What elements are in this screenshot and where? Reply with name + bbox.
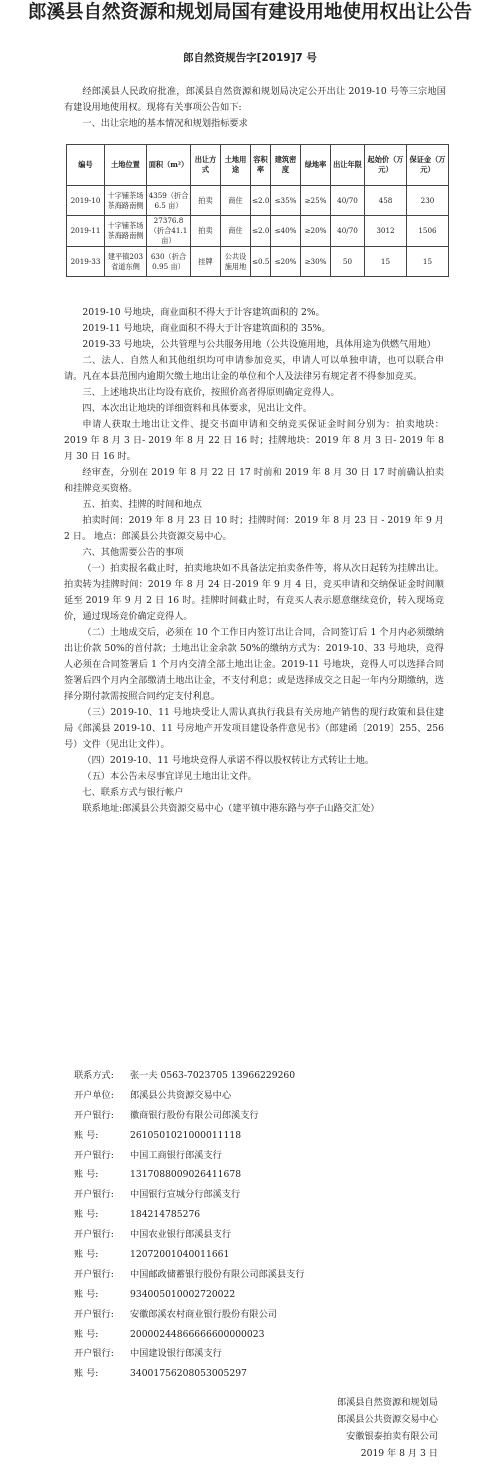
header-cell: 建筑密度 [271,145,301,186]
body-paragraph: 拍卖时间：2019 年 8 月 23 日 10 时；挂牌时间：2019 年 8 月 23 日 - 2019 年 9 月 2 日。 地点：郎溪县公共资源交易中心。 [64,515,444,542]
contact-value: 184214785276 [130,1209,201,1221]
contact-label: 账 号: [74,1368,99,1380]
body-paragraph: （二）土地成交后，必须在 10 个工作日内签订出让合同，合同签订后 1 个月内必须缴纳出让价款 50%的首付款；土地出让金余款 50%的缴纳方式为：2019-10、33 号地块，竞得人必须在合同签署后 1 个月内交清全部土地出让金。2019-11 号地块，竞得人可以选择合同签署后四个月内全部缴清土地出让金，不支付利息；或是选择成交之日起一年内分期缴纳，选择分期付款需按照合同约定支付利息。 [64,627,444,702]
contact-value: 20000244866666600000023 [130,1328,265,1340]
intro-paragraph: 经郎溪县人民政府批准，郎溪县自然资源和规划局决定公开出让 2019-10 号等三宗地国有建设用地使用权。现将有关事项公告如下: [64,86,446,113]
contact-row [74,1325,454,1345]
signatory: 郎溪县公共资源交易中心 [336,1414,438,1425]
document-number: 郎自然资规告字[2019]7 号 [183,52,317,64]
table-cell: 15 [365,247,407,277]
body-paragraph: （四）2019-10、11 号地块竞得人承诺不得以股权转让方式转让土地。 [82,755,375,766]
contact-label: 开户银行: [74,1149,114,1161]
contact-label: 联系方式: [74,1070,114,1081]
contact-list [74,1066,454,1384]
contact-label: 账 号: [74,1209,99,1221]
contact-row [74,1285,454,1305]
header-cell: 土地位置 [105,145,147,186]
contact-label: 账 号: [74,1328,99,1340]
contact-label: 账 号: [74,1169,99,1181]
body-paragraph: 2019-10 号地块，商业面积不得大于计容建筑面积的 2%。 [82,307,325,318]
section-heading: 七、联系方式与银行帐户 [82,787,184,798]
table-cell: 27376.8（折合41.1 亩） [147,216,191,247]
body-paragraph: 三、上述地块出让均设有底价，按照价高者得原则确定竞得人。 [82,387,340,398]
table-cell: 630（折合0.95 亩） [147,247,191,277]
contact-value: 安徽郎溪农村商业银行股份有限公司 [130,1308,277,1320]
table-cell: 2019-11 [67,216,105,247]
body-paragraph: （五）本公告未尽事宜详见土地出让文件。 [82,771,257,782]
body-paragraph: 2019-11 号地块，商业面积不得大于计容建筑面积的 35%。 [82,323,331,334]
contact-row [74,1185,454,1205]
contact-label: 账 号: [74,1129,99,1141]
contact-label: 账 号: [74,1288,99,1300]
table-cell: 230 [407,186,449,216]
contact-label: 开户单位: [74,1089,114,1101]
body-paragraph: 2019-33 号地块，公共管理与公共服务用地（公共设施用地，具体用途为供燃气用地） [82,339,436,350]
header-cell: 编号 [67,145,105,186]
table-cell: 1506 [407,216,449,247]
table-cell: ≤35% [271,186,301,216]
contact-row [74,1165,454,1185]
contact-row [74,1066,454,1086]
table-cell: 十字铺茶场茶海路南侧 [105,186,147,216]
signature-block [337,1394,438,1462]
header-cell: 土地用途 [221,145,251,186]
table-cell: 十字铺茶场茶海路南侧 [105,216,147,247]
contact-address-value: 郎溪县公共资源交易中心（建平镇中港东路与亭子山路交汇处） [122,803,380,814]
table-cell: 商住 [221,186,251,216]
body-paragraph: 四、本次出让地块的详细资料和具体要求，见出让文件。 [82,403,313,414]
table-cell: 建平镇203 省道东侧 [105,247,147,277]
contact-label: 开户银行: [74,1308,114,1320]
contact-row [74,1245,454,1265]
contact-row [74,1106,454,1126]
table-cell: 50 [331,247,365,277]
announcement-date: 2019 年 8 月 3 日 [360,1448,438,1459]
body-paragraph: 二、法人、自然人和其他组织均可申请参加竞买，申请人可以单独申请，也可以联合申请。凡在本县范围内逾期欠缴土地出让金的单位和个人及法律另有规定者不得参加竞买。 [64,355,444,382]
table-row [67,216,449,247]
body-paragraph: 经审查，分别在 2019 年 8 月 22 日 17 时前和 2019 年 8 月 30 日 17 时前确认拍卖和挂牌竞买资格。 [64,467,444,494]
contact-value: 张一夫 0563-7023705 13966229260 [130,1070,296,1081]
table-cell: 15 [407,247,449,277]
contact-label: 开户银行: [74,1348,114,1360]
table-row [67,247,449,277]
contact-label: 账 号: [74,1249,99,1261]
signatory: 郎溪县自然资源和规划局 [336,1397,438,1408]
document-title: 郎溪县自然资源和规划局国有建设用地使用权出让公告 [27,2,472,23]
contact-row [74,1305,454,1325]
header-cell: 起始价（万元） [365,145,407,186]
contact-value: 中国建设银行郎溪支行 [130,1348,222,1360]
contact-row [74,1086,454,1106]
body-paragraph: （一）拍卖报名截止时，拍卖地块如不具备法定拍卖条件等，将从次日起转为挂牌出让。拍卖转为挂牌时间：2019 年 8 月 24 日-2019 年 9 月 4 日，竞买申请和交纳保证金时间顺延至 2019 年 9 月 2 日 16 时。挂牌时间截止时，有竞买人表示愿意继续竞价，转入现场竞价，通过现场竞价确定竞得人。 [64,563,444,622]
header-cell: 出让方式 [191,145,221,186]
contact-label: 开户银行: [74,1189,114,1201]
table-cell: 4359（折合6.5 亩） [147,186,191,216]
table-cell: 拍卖 [191,186,221,216]
contact-label: 开户银行: [74,1229,114,1241]
contact-value: 中国农业银行郎溪县支行 [130,1229,232,1241]
contact-value: 2610501021000011118 [130,1129,242,1141]
intro-block [64,84,446,132]
table-cell: 公共设施用地 [221,247,251,277]
contact-row [74,1265,454,1285]
table-cell: ≤2.0 [251,186,271,216]
table-cell: ≤40% [271,216,301,247]
table-cell: 2019-10 [67,186,105,216]
land-plots-table [66,144,449,277]
table-row [67,186,449,216]
table-cell: 挂牌 [191,247,221,277]
contact-row [74,1364,454,1384]
header-cell: 出让年限 [331,145,365,186]
contact-label: 开户银行: [74,1268,114,1280]
contact-address [64,801,444,817]
table-cell: ≥25% [301,186,331,216]
contact-row [74,1344,454,1364]
contact-row [74,1126,454,1146]
table-cell: 拍卖 [191,216,221,247]
header-cell: 容积率 [251,145,271,186]
table-header-row [67,145,449,186]
table-cell: 商住 [221,216,251,247]
contact-value: 934005010002720022 [130,1288,236,1300]
contact-value: 中国工商银行郎溪支行 [130,1149,222,1161]
contact-value: 1317088009026411678 [130,1169,242,1181]
table-cell: ≤0.5 [251,247,271,277]
table-cell: ≤20% [271,247,301,277]
table-cell: ≥30% [301,247,331,277]
contact-value: 中国银行宣城分行郎溪支行 [130,1189,241,1201]
table-cell: 2019-33 [67,247,105,277]
signatory: 安徽银泰拍卖有限公司 [346,1431,438,1442]
header-cell: 绿地率 [301,145,331,186]
section-heading-1: 一、出让宗地的基本情况和规划指标要求 [82,118,248,129]
body-paragraph: 申请人获取土地出让文件、提交书面申请和交纳竞买保证金时间分别为：拍卖地块： 2019 年 8 月 3 日- 2019 年 8 月 22 日 16 时；挂牌地块：2019 年 8 月 3 日- 2019 年 8 月 30 日 16 时。 [64,419,444,462]
contact-value: 34001756208053005297 [130,1368,247,1380]
contact-label: 开户银行: [74,1109,114,1121]
contact-value: 郎溪县公共资源交易中心 [130,1089,232,1101]
contact-row [74,1205,454,1225]
header-cell: 面积（m²） [147,145,191,186]
section-heading: 五、拍卖、挂牌的时间和地点 [82,499,202,510]
contact-value: 12072001040011661 [130,1249,230,1261]
table-cell: 3012 [365,216,407,247]
body-paragraph: （三）2019-10、11 号地块受让人需认真执行我县有关房地产销售的现行政策和县住建局《郎溪县 2019-10、11 号房地产开发项目建设条件意见书》（郎建函〔2019〕255、256 号）文件（见出让文件）。 [64,707,444,750]
section-heading: 六、其他需要公告的事项 [82,547,184,558]
contact-value: 中国邮政储蓄银行股份有限公司郎溪县支行 [130,1268,305,1280]
table-cell: 40/70 [331,186,365,216]
contact-row [74,1225,454,1245]
header-cell: 保证金（万元） [407,145,449,186]
contact-row [74,1146,454,1166]
contact-value: 徽商银行股份有限公司郎溪支行 [130,1109,259,1121]
table-cell: 458 [365,186,407,216]
announcement-body [64,305,444,817]
table-cell: ≥20% [301,216,331,247]
table-cell: 40/70 [331,216,365,247]
table-cell: ≤2.0 [251,216,271,247]
contact-address-label: 联系地址: [82,803,123,814]
